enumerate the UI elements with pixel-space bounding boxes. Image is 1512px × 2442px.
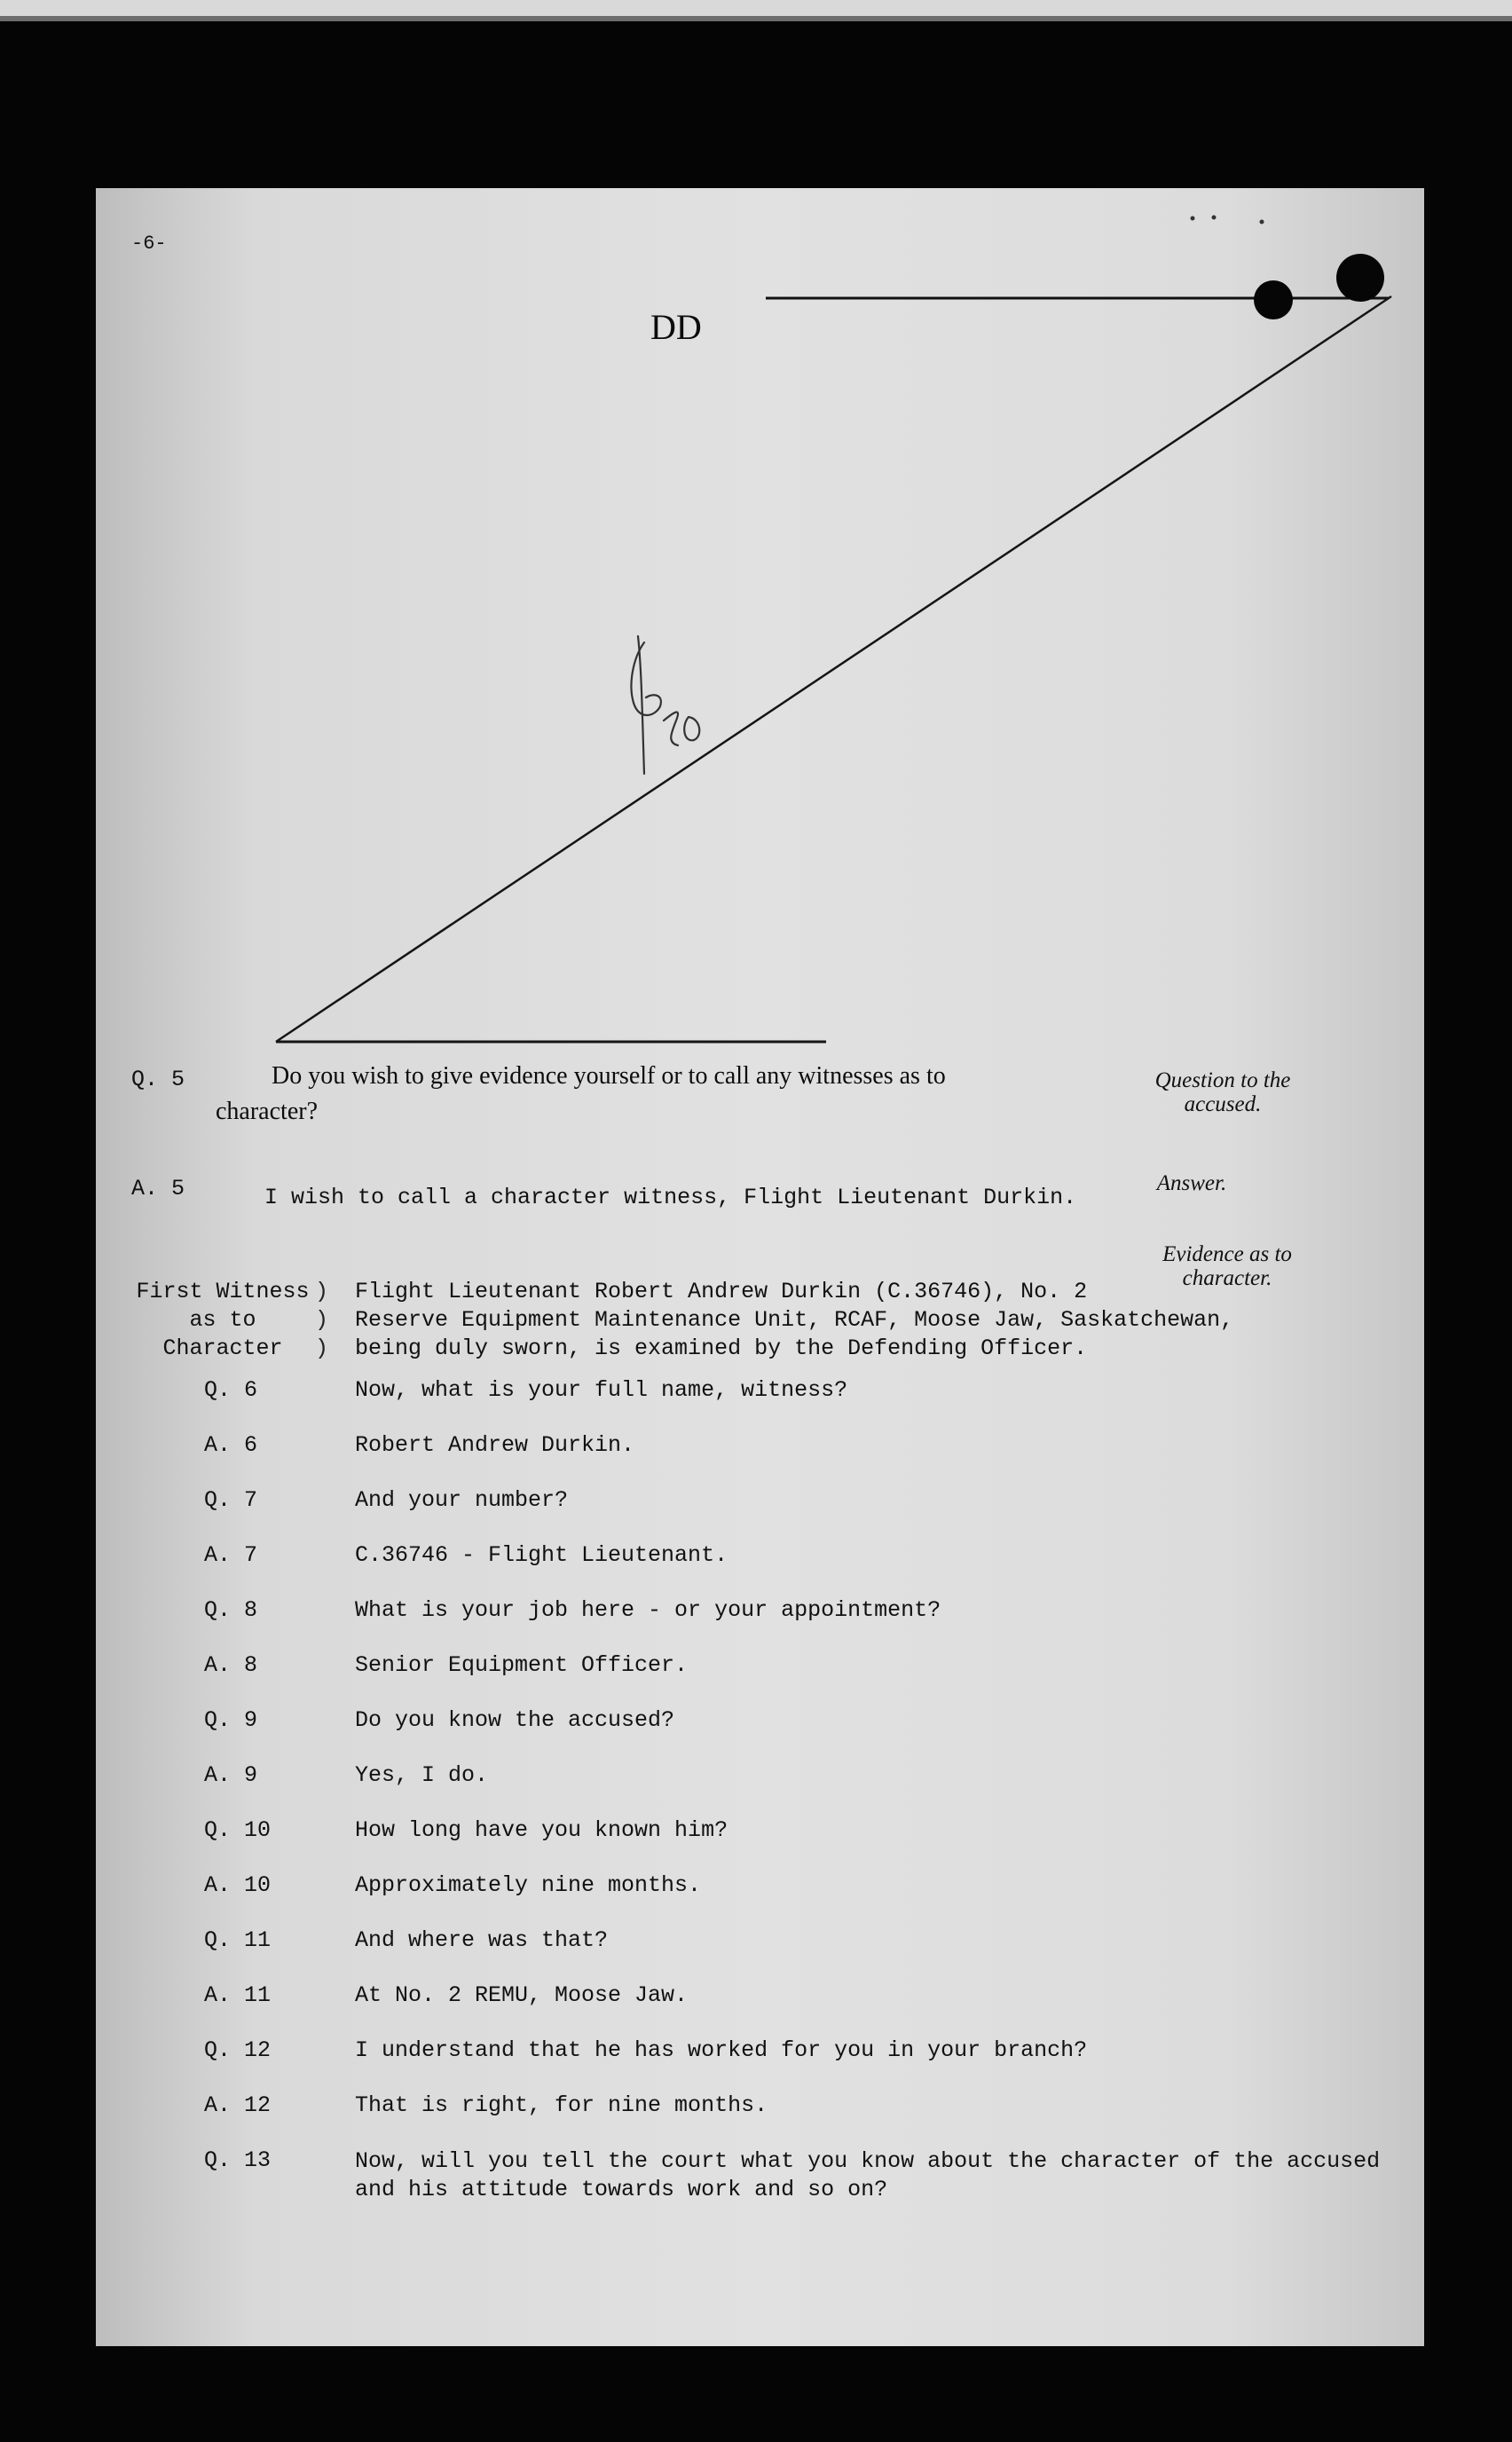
question-5-line-2: character? (216, 1098, 318, 1125)
qa-text: And where was that? (355, 1927, 609, 1953)
witness-intro-line-3: being duly sworn, is examined by the Defending Officer. (355, 1335, 1088, 1361)
witness-label-line-1: First Witness (136, 1279, 310, 1304)
qa-label: Q. 12 (204, 2037, 272, 2063)
qa-text: How long have you known him? (355, 1817, 728, 1843)
qa-label: Q. 6 (204, 1377, 258, 1403)
witness-label-line-2: as to (189, 1307, 256, 1333)
witness-label (121, 1278, 325, 1363)
qa-label: A. 6 (204, 1432, 258, 1458)
qa-label: A. 11 (204, 1982, 272, 2008)
qa-label: Q. 10 (204, 1817, 272, 1843)
witness-label-line-3: Character (162, 1335, 283, 1361)
qa-text: At No. 2 REMU, Moose Jaw. (355, 1982, 689, 2008)
qa-text: Now, what is your full name, witness? (355, 1377, 848, 1403)
question-5-label: Q. 5 (131, 1067, 185, 1092)
margin-note-question-line-2: accused. (1184, 1092, 1262, 1116)
punch-hole-right (1336, 254, 1384, 302)
qa-text: And your number? (355, 1487, 569, 1513)
witness-intro-line-2: Reserve Equipment Maintenance Unit, RCAF, Moose Jaw, Saskatchewan, (355, 1307, 1234, 1333)
qa-label: Q. 9 (204, 1707, 258, 1733)
scan-top-shadow (0, 16, 1512, 21)
qa-label: A. 9 (204, 1762, 258, 1788)
qa-text: Yes, I do. (355, 1762, 489, 1788)
qa-text: What is your job here - or your appointment? (355, 1597, 941, 1623)
qa-label: A. 12 (204, 2092, 272, 2118)
answer-5-text: I wish to call a character witness, Flight Lieutenant Durkin. (264, 1185, 1077, 1210)
qa-text: That is right, for nine months. (355, 2092, 768, 2118)
answer-5-label: A. 5 (131, 1176, 185, 1201)
qa-label: Q. 13 (204, 2147, 272, 2173)
qa-label: Q. 7 (204, 1487, 258, 1513)
header-mark: DD (650, 307, 702, 347)
qa-text: Now, will you tell the court what you know about the character of the accused and his attitude towards work and so on? (355, 2148, 1381, 2202)
document-page (96, 188, 1424, 2346)
diagonal-strike-line (276, 296, 1391, 1042)
qa-label: Q. 11 (204, 1927, 272, 1953)
qa-label: A. 10 (204, 1872, 272, 1898)
qa-label: A. 7 (204, 1542, 258, 1568)
witness-intro (355, 1278, 1233, 1363)
qa-text: C.36746 - Flight Lieutenant. (355, 1542, 728, 1568)
scan-top-edge (0, 0, 1512, 16)
qa-label: A. 8 (204, 1652, 258, 1678)
qa-text: Do you know the accused? (355, 1707, 675, 1733)
margin-note-answer: Answer. (1156, 1171, 1227, 1195)
witness-intro-line-1: Flight Lieutenant Robert Andrew Durkin (C.36746), No. 2 (355, 1279, 1088, 1304)
page-number: -6- (131, 232, 167, 255)
punch-hole-left (1254, 280, 1293, 319)
qa-text: Senior Equipment Officer. (355, 1652, 689, 1678)
margin-note-evidence-line-1: Evidence as to (1162, 1242, 1292, 1266)
margin-note-question (1125, 1068, 1320, 1116)
handwritten-initials (631, 636, 699, 774)
question-5-line-1: Do you wish to give evidence yourself or to call any witnesses as to (272, 1062, 946, 1090)
qa-text: Approximately nine months. (355, 1872, 702, 1898)
witness-brackets: ) ) ) (315, 1279, 329, 1361)
margin-note-evidence-line-2: character. (1182, 1266, 1272, 1290)
margin-note-question-line-1: Question to the (1154, 1068, 1291, 1092)
qa-text: Robert Andrew Durkin. (355, 1432, 635, 1458)
qa-text: I understand that he has worked for you in your branch? (355, 2037, 1088, 2063)
qa-label: Q. 8 (204, 1597, 258, 1623)
